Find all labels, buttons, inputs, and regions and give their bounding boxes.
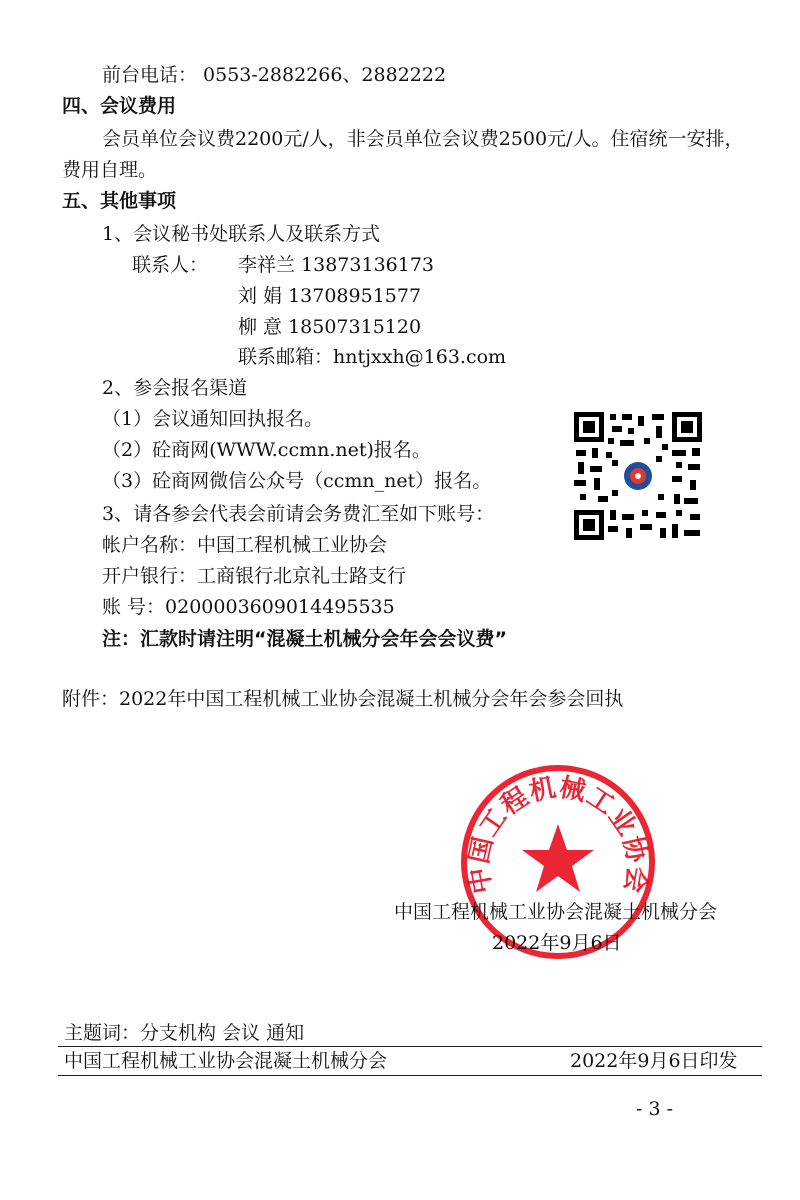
footer-divider-bottom [58,1075,762,1076]
footer-print-date: 2022年9月6日印发 [570,1050,738,1072]
keywords: 主题词：分支机构 会议 通知 [64,1022,305,1044]
footer-divider-top [58,1046,762,1047]
contact-label: 联系人： [132,254,209,276]
contact-1: 李祥兰 13873136173 [238,254,435,276]
contact-3: 柳 意 18507315120 [238,316,422,338]
item-2: 2、参会报名渠道 [102,377,248,399]
item-2-3: （3）砼商网微信公众号（ccmn_net）报名。 [102,470,492,492]
footer-organization: 中国工程机械工业协会混凝土机械分会 [64,1050,388,1072]
star-icon [522,824,594,892]
seal-text: 中国工程机械工业协会 [464,772,652,896]
front-desk-phone: 前台电话： 0553-2882266、2882222 [102,64,447,86]
contact-email: 联系邮箱：hntjxxh@163.com [238,346,507,368]
section-4-paragraph-line1: 会员单位会议费2200元/人，非会员单位会议费2500元/人。住宿统一安排， [102,128,744,150]
item-2-2: （2）砼商网(WWW.ccmn.net)报名。 [102,439,431,461]
attachment-line: 附件：2022年中国工程机械工业协会混凝土机械分会年会参会回执 [62,688,624,710]
item-1: 1、会议秘书处联系人及联系方式 [102,223,381,245]
account-name: 帐户名称：中国工程机械工业协会 [102,534,388,556]
account-number: 账 号：0200003609014495535 [102,596,395,618]
qr-code-icon [572,410,704,542]
section-4-paragraph-line2: 费用自理。 [62,159,158,181]
signature-organization: 中国工程机械工业协会混凝土机械分会 [394,901,718,923]
signature-date: 2022年9月6日 [492,932,622,954]
item-3: 3、请各参会代表会前请会务费汇至如下账号： [102,503,495,525]
section-4-title: 四、会议费用 [62,95,177,117]
remittance-note: 注：汇款时请注明“混凝土机械分会年会会议费” [102,628,507,650]
item-2-1: （1）会议通知回执报名。 [102,408,324,430]
section-5-title: 五、其他事项 [62,190,177,212]
page-number: - 3 - [636,1098,674,1120]
bank-name: 开户银行：工商银行北京礼士路支行 [102,565,407,587]
contact-2: 刘 娟 13708951577 [238,285,422,307]
